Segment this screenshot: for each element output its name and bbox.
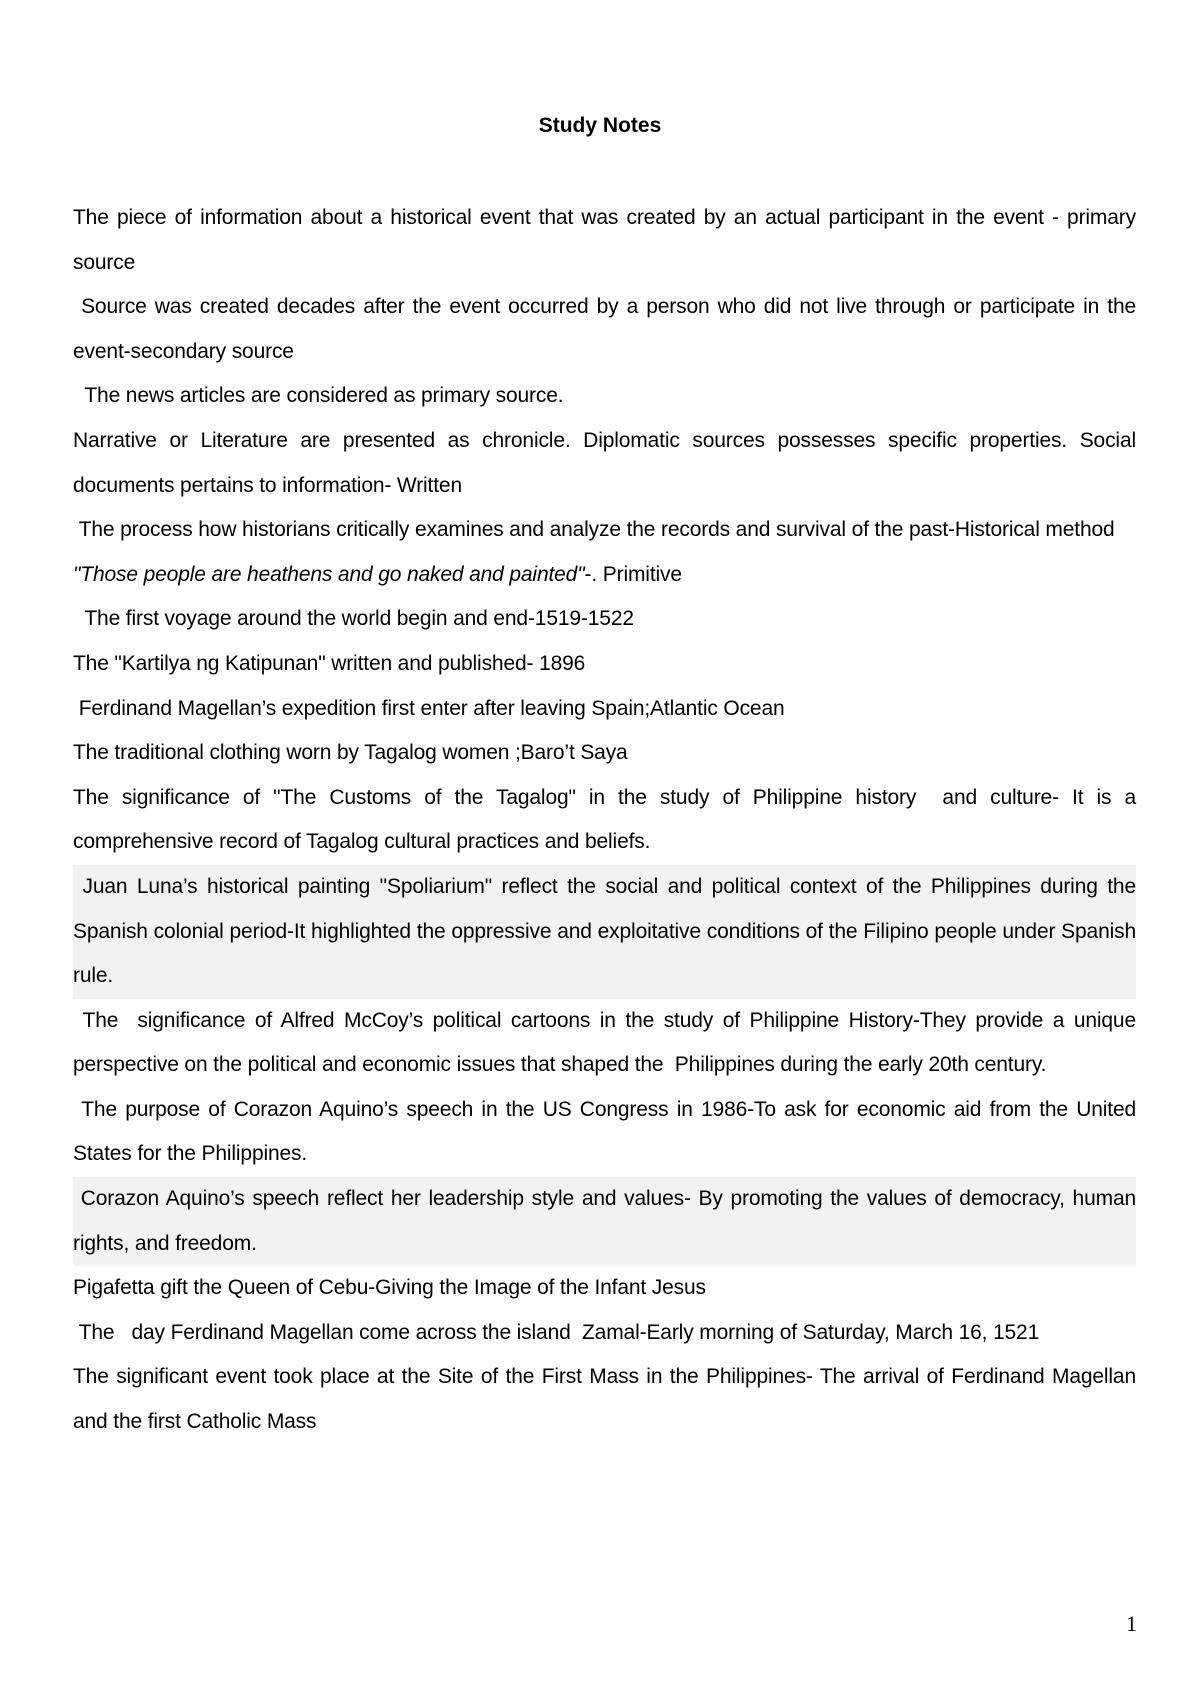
note-magellan-expedition: Ferdinand Magellan’s expedition first enter after leaving Spain;Atlantic Ocean <box>73 696 785 720</box>
note-historical-method: The process how historians critically examines and analyze the records and survival of the past-Historical method <box>73 518 1115 542</box>
note-magellan-zamal: The day Ferdinand Magellan come across the island Zamal-Early morning of Saturday, March 16, 1521 <box>73 1320 1040 1344</box>
note-mccoy-cartoons: The significance of Alfred McCoy’s political cartoons in the study of Philippine History-They provide a unique perspective on the political and economic issues that shaped the Philippines during the early 20th century. <box>73 1008 1142 1077</box>
note-customs-of-tagalog: The significance of "The Customs of the Tagalog" in the study of Philippine history and culture- It is a comprehensive record of Tagalog cultural practices and beliefs. <box>73 785 1142 854</box>
quote-text: "Those people are heathens and go naked and painted" <box>73 562 585 586</box>
note-written-sources: Narrative or Literature are presented as chronicle. Diplomatic sources possesses specific properties. Social documents pertains to information- Written <box>73 428 1142 497</box>
note-primary-source: The piece of information about a historical event that was created by an actual participant in the event - primary source <box>73 206 1142 274</box>
note-traditional-clothing: The traditional clothing worn by Tagalog women ;Baro’t Saya <box>73 741 628 765</box>
quote-answer: -. Primitive <box>584 562 682 586</box>
note-spoliarium: Juan Luna’s historical painting "Spoliarium" reflect the social and political context of the Philippines during the Spanish colonial period-It highlighted the oppressive and exploitative conditions of the Filipino people under Spanish rule. <box>73 865 1136 999</box>
note-pigafetta-gift: Pigafetta gift the Queen of Cebu-Giving the Image of the Infant Jesus <box>73 1276 706 1300</box>
notes-body <box>73 196 1142 1445</box>
note-news-articles: The news articles are considered as primary source. <box>73 384 564 408</box>
page-number: 1 <box>1126 1611 1137 1636</box>
note-aquino-speech-purpose: The purpose of Corazon Aquino’s speech in the US Congress in 1986-To ask for economic aid from the United States for the Philippines. <box>73 1097 1142 1166</box>
note-secondary-source: Source was created decades after the event occurred by a person who did not live through or participate in the event-secondary source <box>73 295 1142 363</box>
note-kartilya: The "Kartilya ng Katipunan" written and published- 1896 <box>73 651 586 675</box>
note-first-mass: The significant event took place at the Site of the First Mass in the Philippines- The arrival of Ferdinand Magellan and the first Catholic Mass <box>73 1365 1142 1434</box>
note-first-voyage: The first voyage around the world begin and end-1519-1522 <box>73 607 634 631</box>
note-primitive <box>73 553 1136 598</box>
note-aquino-leadership: Corazon Aquino’s speech reflect her leadership style and values- By promoting the values of democracy, human rights, and freedom. <box>73 1177 1136 1266</box>
page-title: Study Notes <box>538 114 662 137</box>
